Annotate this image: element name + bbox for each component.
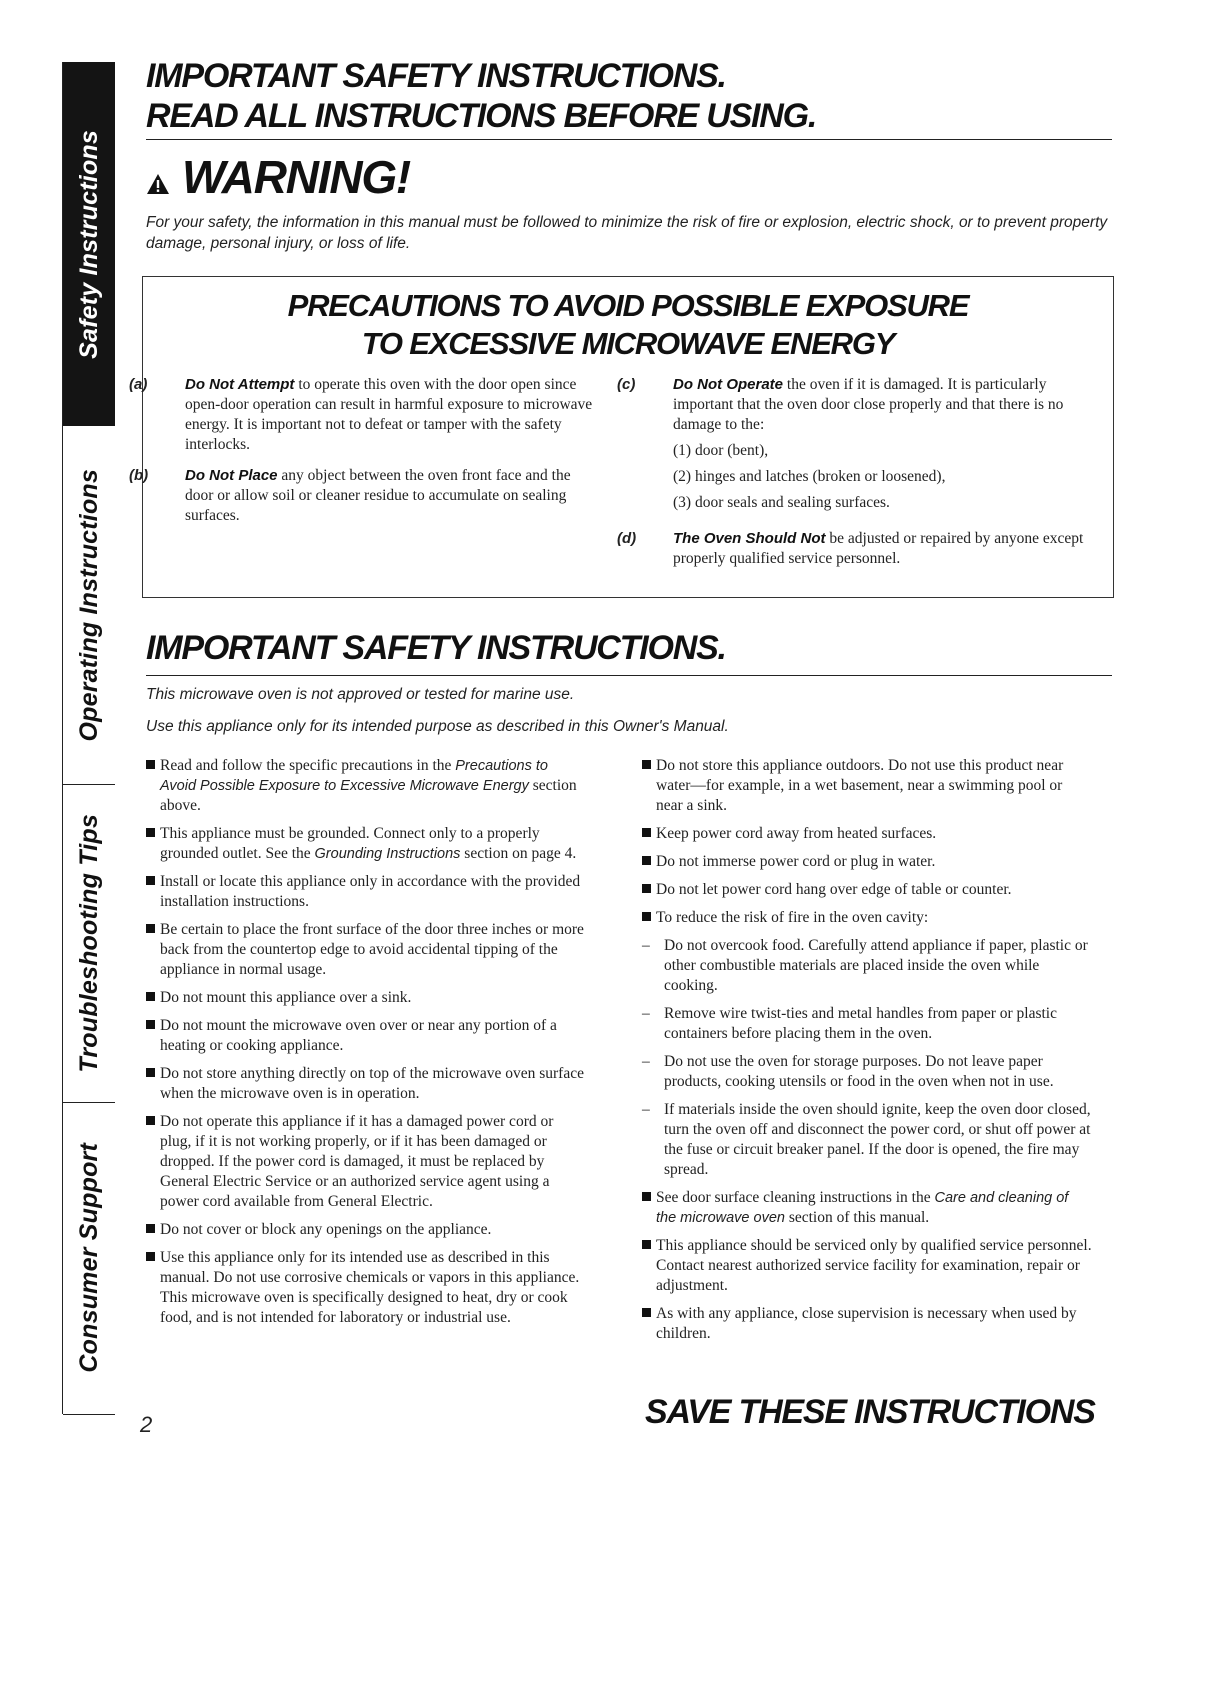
safety-bullet [146, 824, 586, 864]
bullet-text: Do not mount the microwave oven over or near any portion of a heating or cooking appliance. [160, 1017, 557, 1054]
warning-triangle-icon [146, 173, 170, 200]
safety-bullet [642, 908, 1092, 928]
safety-bullet [642, 1304, 1092, 1344]
safety-bullet [642, 852, 1092, 872]
bullet-text: Do not mount this appliance over a sink. [160, 989, 412, 1006]
bullet-text: Keep power cord away from heated surfaces. [656, 825, 937, 842]
precautions-title-line-1: PRECAUTIONS TO AVOID POSSIBLE EXPOSURE [287, 288, 969, 323]
bullet-text: To reduce the risk of fire in the oven cavity: [656, 909, 929, 926]
page-header [146, 56, 816, 136]
safety-left-column [146, 756, 586, 1336]
precaution-sub-item: (2) hinges and latches (broken or loosened), [673, 468, 946, 485]
tab-divider [63, 1414, 115, 1415]
dash-text: Do not use the oven for storage purposes. Do not leave paper products, cooking utensils or food in the oven when not in use. [664, 1053, 1054, 1090]
safety-dash-item [642, 936, 1092, 996]
tab-troubleshooting-tips[interactable] [63, 784, 115, 1102]
precaution-item [129, 466, 597, 526]
safety-bullet [146, 1248, 586, 1328]
precaution-lead: Do Not Place [185, 467, 278, 484]
precaution-text: any object between the oven front face and the door or allow soil or cleaner residue to accumulate on sealing surfaces. [185, 467, 571, 524]
precaution-text: to operate this oven with the door open since open-door operation can result in harmful exposure to microwave energy. It is important not to defeat or tamper with the safety interlocks. [185, 376, 593, 453]
precaution-lead: The Oven Should Not [673, 530, 826, 547]
precaution-text: the oven if it is damaged. It is particularly important that the oven door close properly and that there is no damage to the: [673, 376, 1064, 433]
safety-dash-item [642, 1100, 1092, 1180]
safety-bullet [642, 756, 1092, 816]
precaution-sub-item: (3) door seals and sealing surfaces. [673, 494, 890, 511]
bullet-text: Do not cover or block any openings on the appliance. [160, 1221, 492, 1238]
safety-right-column [642, 756, 1092, 1352]
safety-bullet [146, 1220, 586, 1240]
tab-consumer-support[interactable] [63, 1102, 115, 1414]
safety-bullet [146, 920, 586, 980]
precaution-item [129, 375, 597, 455]
precaution-sub-item: (1) door (bent), [673, 442, 769, 459]
safety-dash-item [642, 1004, 1092, 1044]
dash-text: Remove wire twist-ties and metal handles from paper or plastic containers before placing them in the oven. [664, 1005, 1057, 1042]
bullet-reference: Grounding Instructions [314, 846, 461, 862]
dash-text: Do not overcook food. Carefully attend appliance if paper, plastic or other combustible materials are placed inside the oven while cooking. [664, 937, 1088, 994]
warning-text: For your safety, the information in this manual must be followed to minimize the risk of fire or explosion, electric shock, or to prevent property damage, personal injury, or loss of life. [146, 214, 1108, 252]
safety-bullet [642, 1236, 1092, 1296]
bullet-text: Do not operate this appliance if it has a damaged power cord or plug, if it is not working properly, or if it has been damaged or dropped. If the power cord is damaged, it must be replaced by General Electric Service or an authorized service agent using a power cord available from General Electric. [160, 1113, 554, 1210]
tab-safety-instructions[interactable] [63, 62, 115, 426]
save-instructions-footer: SAVE THESE INSTRUCTIONS [645, 1393, 1095, 1431]
header-line-2: READ ALL INSTRUCTIONS BEFORE USING. [146, 97, 817, 135]
safety-rule [146, 675, 1112, 676]
header-line-1: IMPORTANT SAFETY INSTRUCTIONS. [146, 57, 726, 95]
precautions-right-column [617, 375, 1085, 580]
safety-title: IMPORTANT SAFETY INSTRUCTIONS. [146, 629, 726, 667]
safety-intro-2: Use this appliance only for its intended purpose as described in this Owner's Manual. [146, 718, 729, 735]
tab-operating-instructions-label: Operating Instructions [74, 468, 103, 742]
safety-bullet [146, 1016, 586, 1056]
warning-heading [146, 150, 410, 204]
bullet-text: Do not immerse power cord or plug in water. [656, 853, 936, 870]
safety-bullet [146, 756, 586, 816]
safety-bullet [146, 988, 586, 1008]
tab-consumer-support-label: Consumer Support [74, 1143, 103, 1373]
precautions-title-line-2: TO EXCESSIVE MICROWAVE ENERGY [361, 326, 895, 361]
dash-mark: – [642, 1053, 650, 1070]
safety-bullet [642, 1188, 1092, 1228]
safety-dash-item [642, 1052, 1092, 1092]
precautions-left-column [129, 375, 597, 537]
bullet-reference: Care and cleaning of the microwave oven [656, 1190, 1069, 1226]
precaution-lead: Do Not Attempt [185, 376, 295, 393]
page-number: 2 [140, 1412, 153, 1437]
safety-intro-1: This microwave oven is not approved or tested for marine use. [146, 686, 575, 703]
bullet-text: section on page 4. [464, 845, 577, 862]
tab-operating-instructions[interactable] [63, 426, 115, 784]
precaution-item [617, 375, 1085, 435]
precaution-tag: (d) [617, 530, 637, 547]
side-tab-navigation [62, 62, 115, 1414]
bullet-reference: Precautions to Avoid Possible Exposure to Excessive Microwave Energy [160, 758, 548, 794]
safety-bullet [146, 1112, 586, 1212]
safety-bullet [146, 1064, 586, 1104]
bullet-text: Install or locate this appliance only in accordance with the provided installation instructions. [160, 873, 581, 910]
bullet-text: See door surface cleaning instructions in the [656, 1189, 931, 1206]
precaution-item [617, 529, 1085, 569]
precaution-tag: (c) [617, 376, 636, 393]
tab-troubleshooting-tips-label: Troubleshooting Tips [74, 813, 103, 1073]
dash-mark: – [642, 937, 650, 954]
bullet-text: Read and follow the specific precautions in the [160, 757, 452, 774]
warning-title: WARNING! [182, 151, 411, 203]
bullet-text: section of this manual. [788, 1209, 930, 1226]
dash-mark: – [642, 1101, 650, 1118]
precautions-box [129, 276, 1114, 598]
bullet-text: This appliance must be grounded. Connect only to a properly grounded outlet. See the [160, 825, 540, 862]
precaution-tag: (a) [129, 376, 148, 393]
bullet-text: Do not store this appliance outdoors. Do not use this product near water—for example, in a wet basement, near a swimming pool or near a sink. [656, 757, 1064, 814]
tab-safety-instructions-label: Safety Instructions [74, 129, 103, 359]
bullet-text: As with any appliance, close supervision is necessary when used by children. [656, 1305, 1077, 1342]
bullet-text: Use this appliance only for its intended use as described in this manual. Do not use corrosive chemicals or vapors in this appliance. This microwave oven is specifically designed to heat, dry or cook food, and is not intended for laboratory or industrial use. [160, 1249, 580, 1326]
safety-bullet [642, 880, 1092, 900]
dash-mark: – [642, 1005, 650, 1022]
precaution-text: be adjusted or repaired by anyone except properly qualified service personnel. [673, 530, 1084, 567]
bullet-text: Be certain to place the front surface of the door three inches or more back from the countertop edge to avoid accidental tipping of the appliance in normal usage. [160, 921, 584, 978]
bullet-text: Do not store anything directly on top of the microwave oven surface when the microwave oven is in operation. [160, 1065, 584, 1102]
bullet-text: section above. [160, 777, 577, 814]
bullet-text: Do not let power cord hang over edge of table or counter. [656, 881, 1012, 898]
precaution-tag: (b) [129, 467, 149, 484]
safety-bullet [642, 824, 1092, 844]
safety-bullet [146, 872, 586, 912]
dash-text: If materials inside the oven should ignite, keep the oven door closed, turn the oven off and disconnect the power cord, or shut off power at the fuse or circuit breaker panel. If the door is opened, the fire may spread. [664, 1101, 1091, 1178]
bullet-text: This appliance should be serviced only by qualified service personnel. Contact nearest authorized service facility for examination, repair or adjustment. [656, 1237, 1092, 1294]
precaution-lead: Do Not Operate [673, 376, 784, 393]
header-rule [146, 139, 1112, 140]
